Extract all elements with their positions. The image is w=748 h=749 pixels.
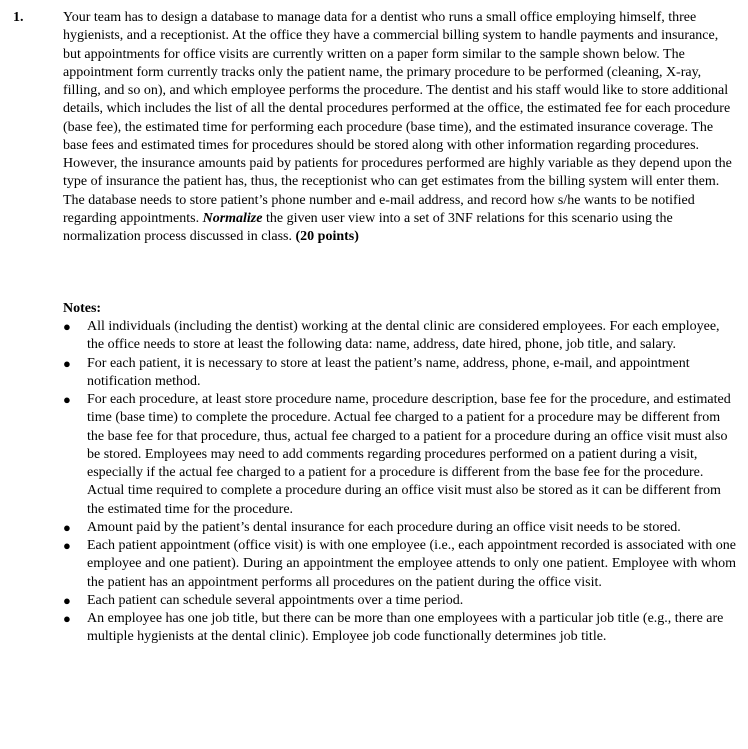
question-number: 1. [13, 10, 24, 25]
note-text: Each patient can schedule several appointments over a time period. [87, 592, 464, 608]
bullet-icon: ● [63, 538, 71, 553]
notes-list [63, 318, 736, 647]
note-item [63, 355, 736, 392]
note-item [63, 592, 736, 610]
note-text: For each patient, it is necessary to store at least the patient’s name, address, phone, e-mail, and appointment notification method. [87, 355, 690, 389]
note-text: An employee has one job title, but there can be more than one employees with a particular job title (e.g., there are multiple hygienists at the dental clinic). Employee job code functionally determines job title. [87, 611, 724, 645]
question-points: (20 points) [295, 229, 359, 244]
note-item [63, 391, 736, 519]
question-body-continued: the given user view into a set of 3NF relations for this scenario using the normalization process discussed in class. [63, 210, 673, 244]
note-text: All individuals (including the dentist) working at the dental clinic are considered employees. For each employee, the office needs to store at least the following data: name, address, date hired, phone, job title, and salary. [87, 319, 720, 353]
bullet-icon: ● [63, 319, 71, 334]
bullet-icon: ● [63, 355, 71, 371]
bullet-icon: ● [63, 611, 71, 626]
note-text: Amount paid by the patient’s dental insurance for each procedure during an office visit needs to be stored. [87, 519, 681, 535]
bullet-icon: ● [63, 392, 71, 407]
normalize-emphasis: Normalize [202, 210, 263, 226]
bullet-icon: ● [63, 519, 71, 535]
question-body: Your team has to design a database to manage data for a dentist who runs a small office employing himself, three hygienists, and a receptionist. At the office they have a commercial billing system to handle payments and insurance, but appointments for office visits are currently written on a paper form similar to the sample shown below. The appointment form currently tracks only the patient name, the primary procedure to be performed (cleaning, X-ray, filling, and so on), and which employee performs the procedure. The dentist and his staff would like to store additional details, which includes the list of all the dental procedures performed at the office, the estimated fee for each procedure (base fee), the estimated time for performing each procedure (base time), and the estimated insurance coverage. The base fees and estimated times for procedures should be stored along with other information regarding procedures. However, the insurance amounts paid by patients for procedures performed are highly variable as they depend upon the type of insurance the patient has, thus, the receptionist who can get estimates from the billing system will enter them. The database needs to store patient’s phone number and e-mail address, and record how s/he wants to be notified regarding appointments. [63, 10, 732, 226]
bullet-icon: ● [63, 592, 71, 608]
note-item [63, 537, 736, 592]
note-item [63, 519, 736, 537]
note-item [63, 318, 736, 355]
note-item [63, 610, 736, 647]
note-text: For each procedure, at least store procedure name, procedure description, base fee for the procedure, and estimated time (base time) to complete the procedure. Actual fee charged to a patient for a procedure may be different from the base fee for that procedure, thus, actual fee charged to a patient for a procedure during an office visit must also be stored. Employees may need to add comments regarding procedures performed on a patient during a visit, especially if the actual fee charged to a patient for a procedure is different from the base fee for the procedure. Actual time required to complete a procedure during an office visit must also be stored as it can be different from the estimated time for the procedure. [87, 392, 731, 517]
note-text: Each patient appointment (office visit) is with one employee (i.e., each appointment recorded is associated with one employee and one patient). During an appointment the employee attends to only one patient. Employee with whom the patient has an appointment performs all procedures on the patient during the office visit. [87, 538, 736, 590]
notes-heading: Notes: [63, 301, 102, 316]
question-text [63, 9, 739, 246]
